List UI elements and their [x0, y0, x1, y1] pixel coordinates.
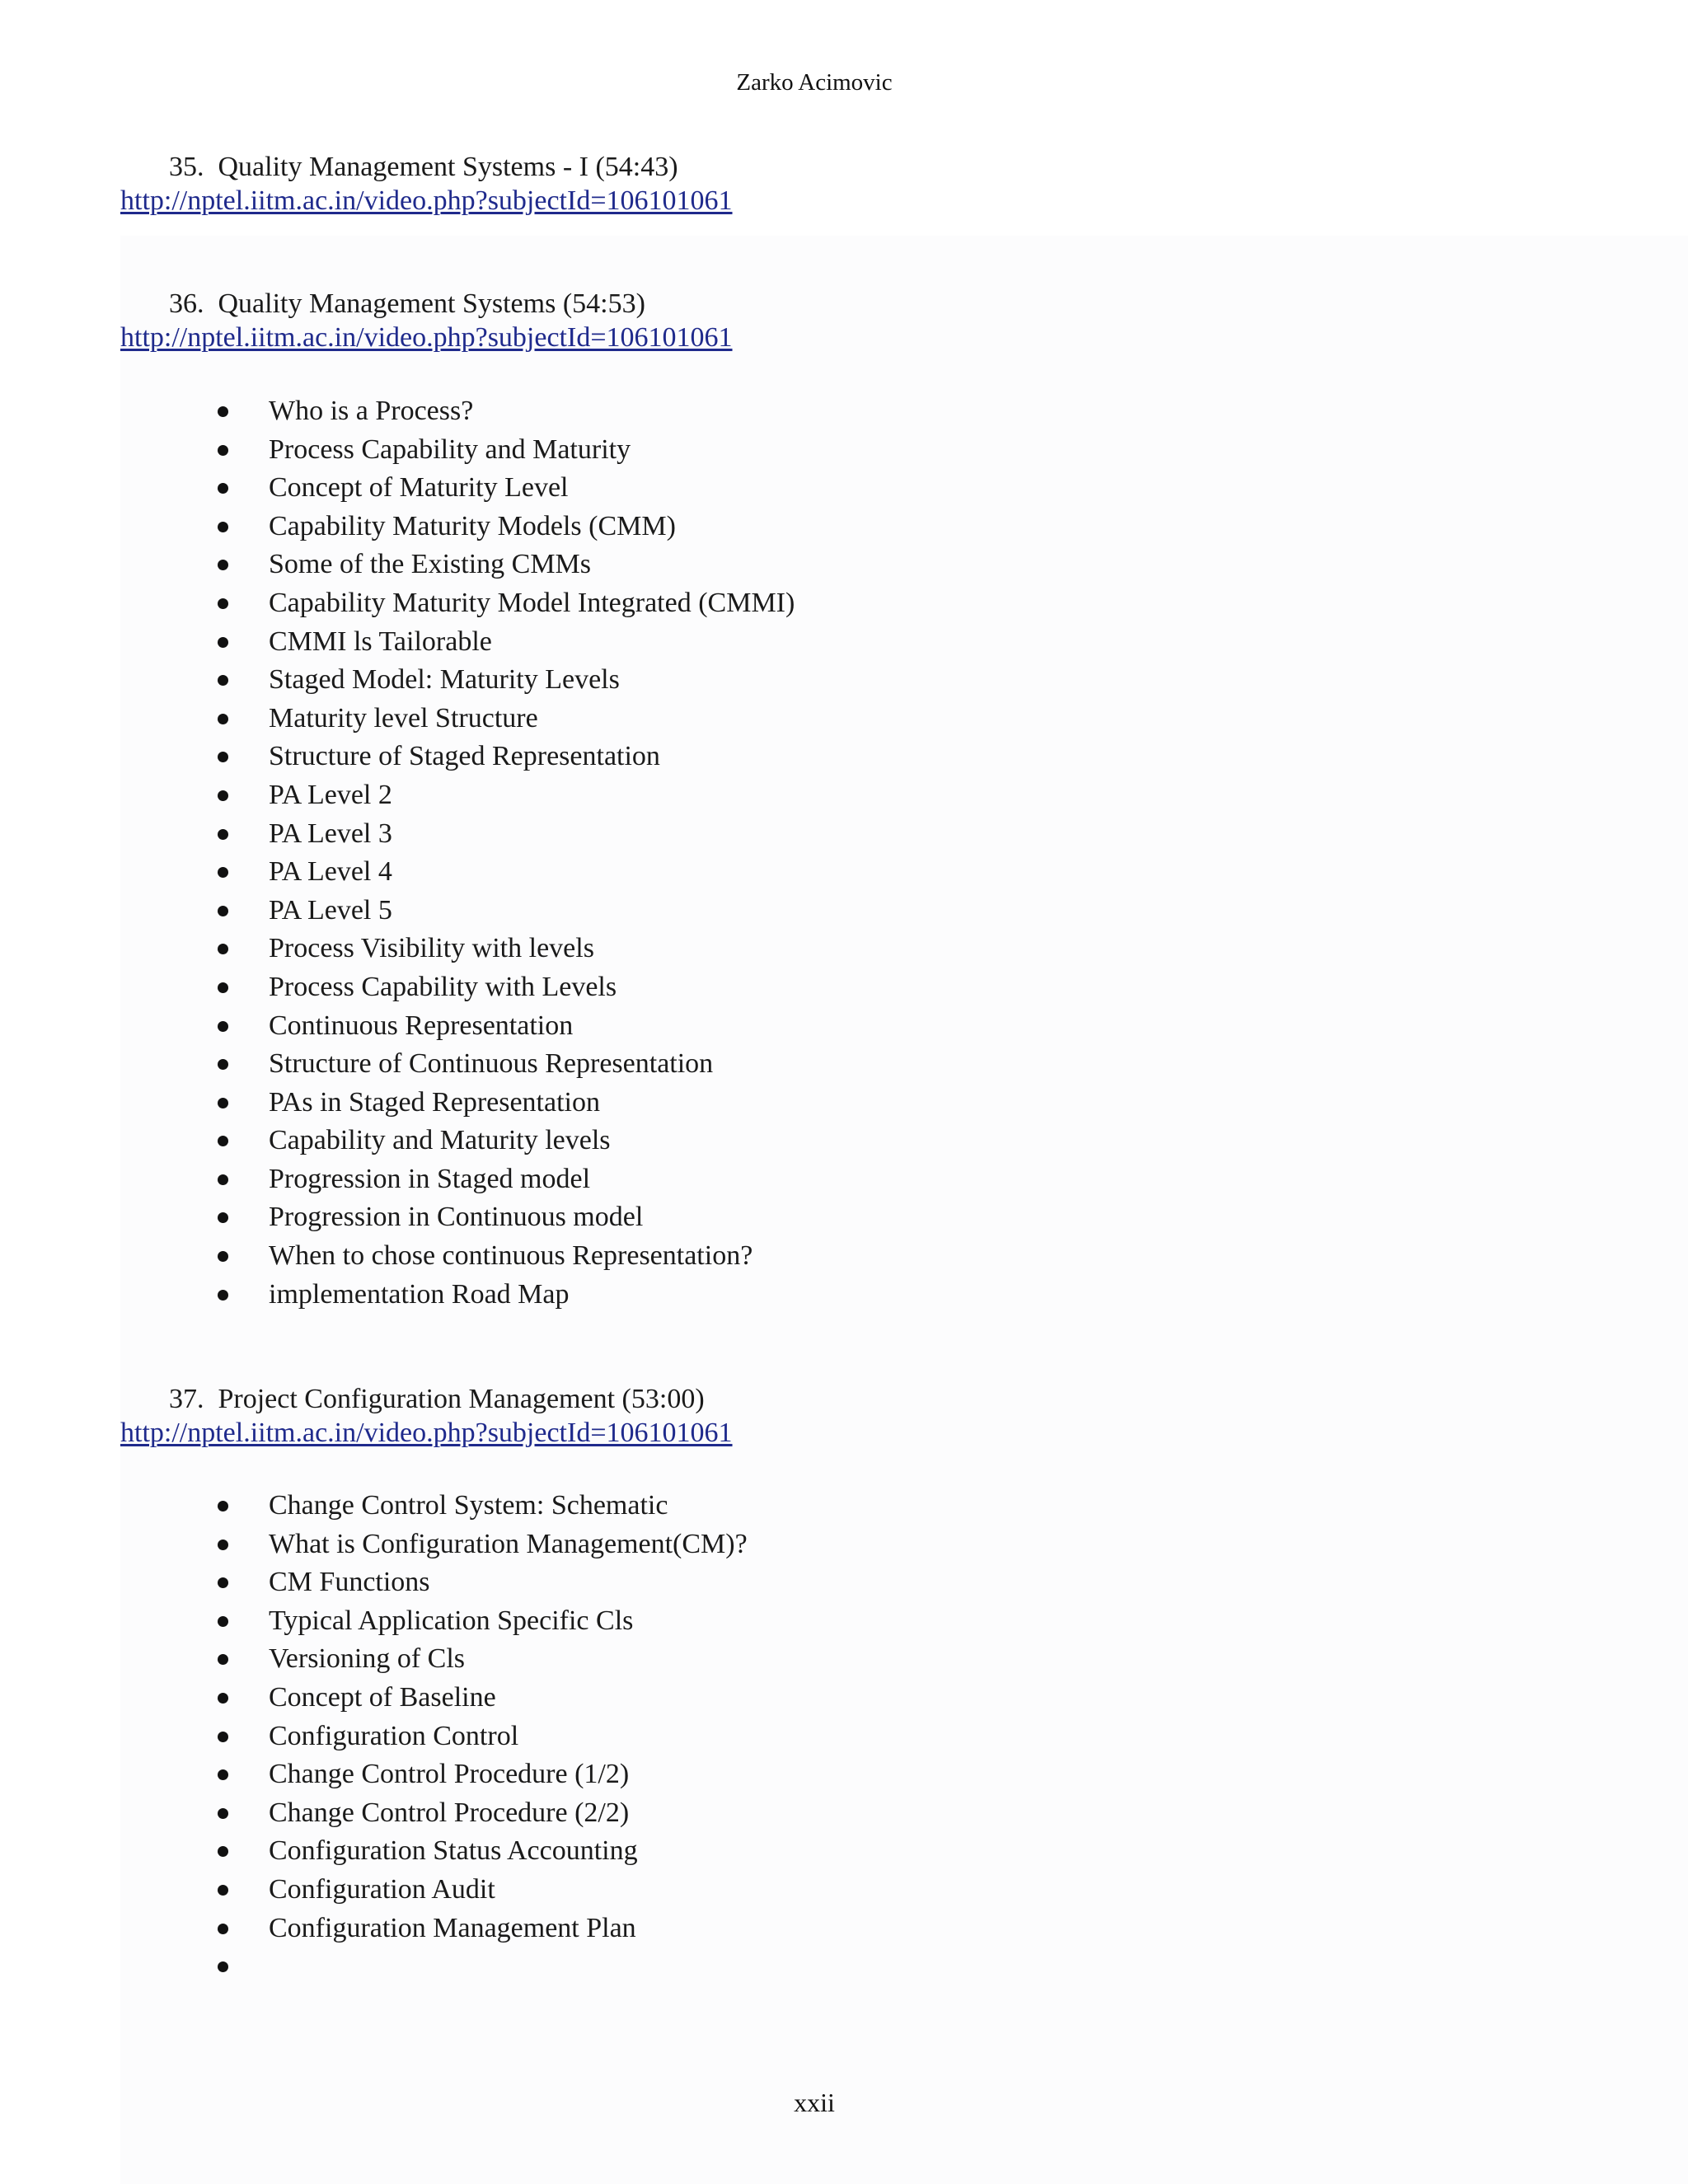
section-number: 36.: [169, 288, 204, 319]
bullet-icon: [218, 445, 228, 456]
section-title-text: Quality Management Systems (54:53): [218, 288, 645, 319]
bullet-icon: [218, 1885, 228, 1896]
bullet-icon: [218, 1098, 228, 1108]
section-number: 35.: [169, 152, 204, 182]
video-link[interactable]: http://nptel.iitm.ac.in/video.php?subjectId=106101061: [120, 322, 733, 353]
bullet-icon: [218, 1924, 228, 1934]
bullet-icon: [218, 1693, 228, 1704]
bullet-icon: [218, 829, 228, 840]
section-number: 37.: [169, 1384, 204, 1414]
page-number: xxii: [794, 2088, 835, 2117]
bullet-icon: [218, 1174, 228, 1185]
bullet-icon: [218, 522, 228, 532]
bullet-icon: [218, 406, 228, 417]
section-title: [169, 1383, 705, 1416]
bullet-icon: [218, 714, 228, 724]
bullet-icon: [218, 1021, 228, 1032]
section-title-text: Project Configuration Management (53:00): [218, 1384, 705, 1414]
bullet-icon: [218, 1540, 228, 1550]
bullet-icon: [218, 906, 228, 916]
bullet-icon: [218, 598, 228, 609]
bullet-icon: [218, 1290, 228, 1301]
bullet-icon: [218, 790, 228, 801]
section-title-text: Quality Management Systems - I (54:43): [218, 152, 678, 182]
bullet-icon: [218, 637, 228, 648]
section-title: [169, 151, 678, 184]
bullet-icon: [218, 1732, 228, 1742]
section-title: [169, 288, 645, 321]
bullet-icon: [218, 982, 228, 993]
video-link[interactable]: http://nptel.iitm.ac.in/video.php?subjectId=106101061: [120, 1418, 733, 1448]
bullet-icon: [218, 1251, 228, 1262]
bullet-icon: [218, 1616, 228, 1627]
bullet-icon: [218, 1808, 228, 1819]
bullet-icon: [218, 1059, 228, 1070]
bullet-icon: [218, 1501, 228, 1511]
page-header-author: Zarko Acimovic: [736, 69, 893, 96]
video-link[interactable]: http://nptel.iitm.ac.in/video.php?subjectId=106101061: [120, 185, 733, 216]
